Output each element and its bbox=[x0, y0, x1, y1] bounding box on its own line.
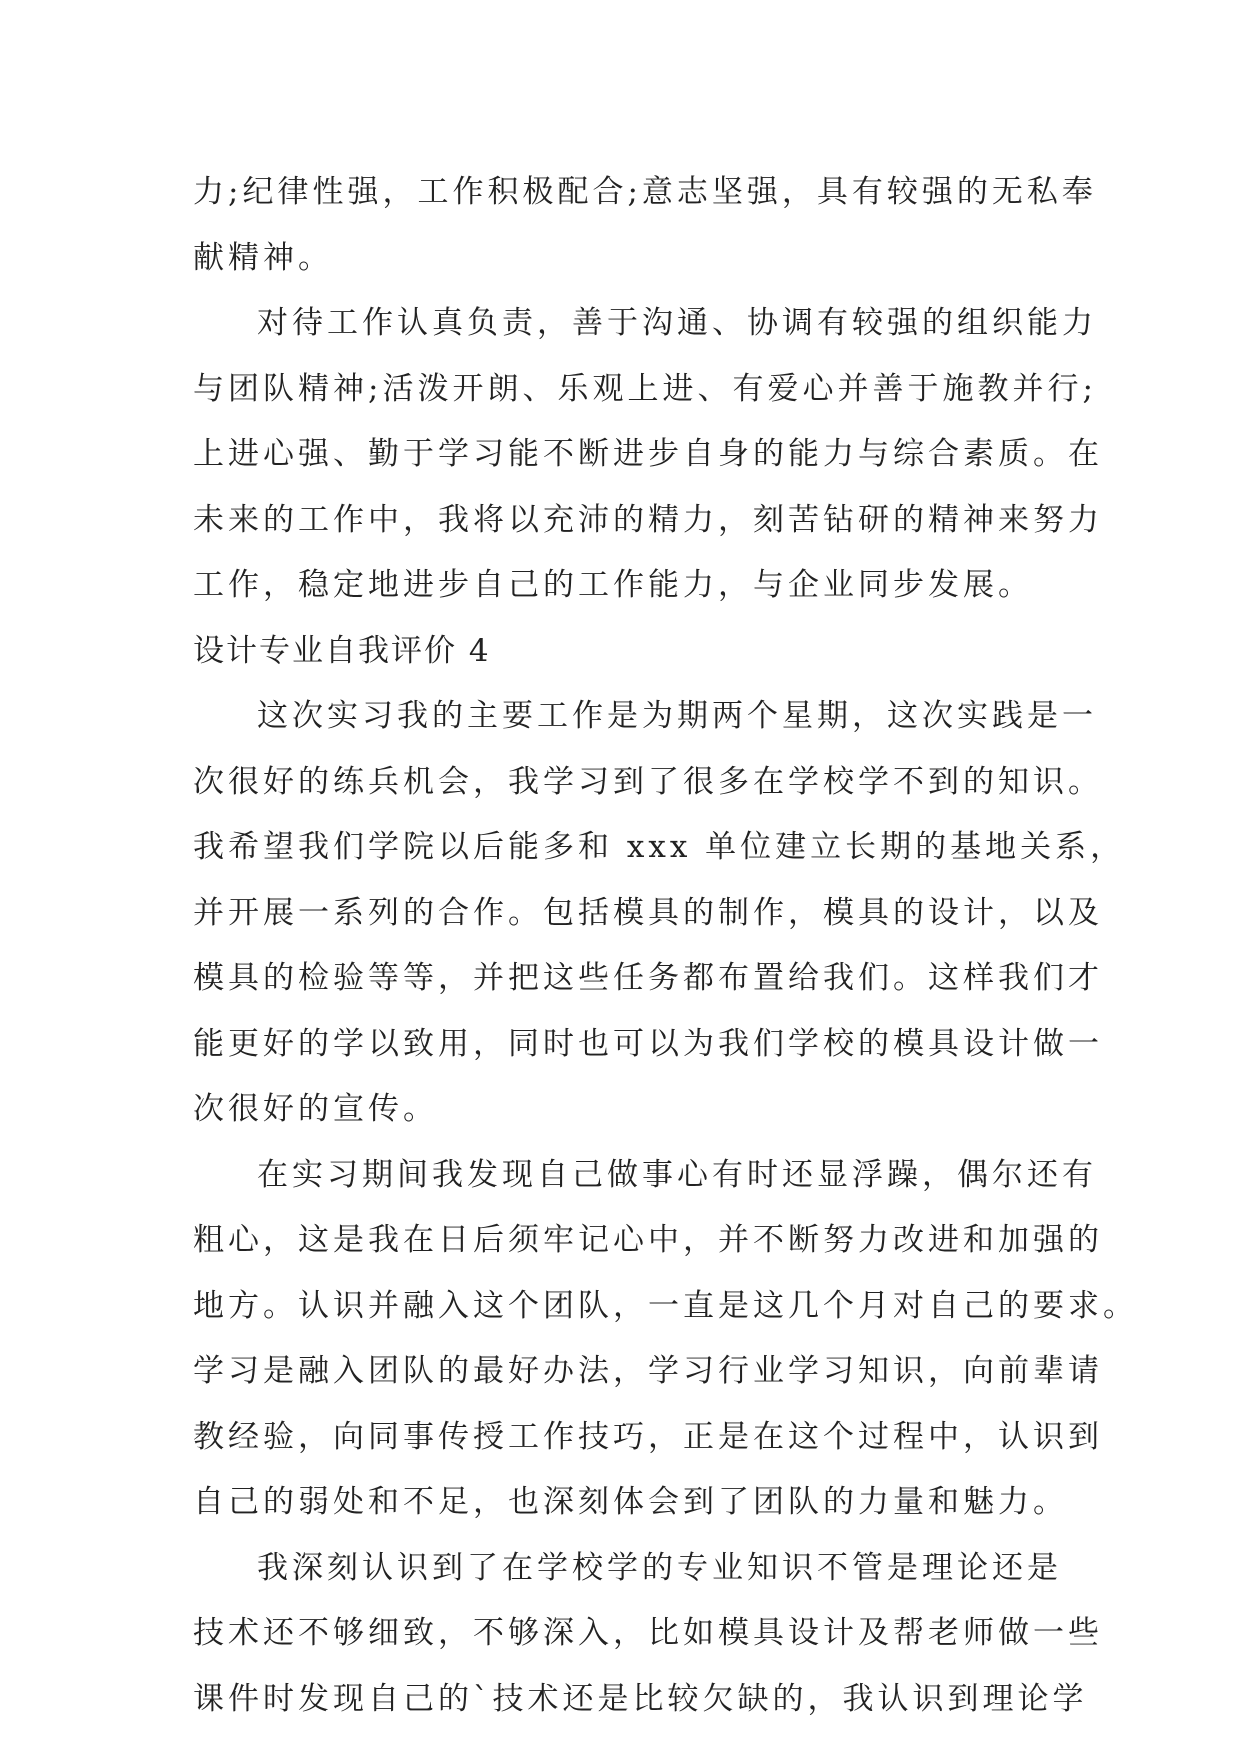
text-line: 学习是融入团队的最好办法，学习行业学习知识，向前辈请 bbox=[193, 1353, 1103, 1389]
paragraph bbox=[193, 291, 1103, 619]
text-line: 地方。认识并融入这个团队，一直是这几个月对自己的要求。 bbox=[193, 1287, 1138, 1324]
text-line: 未来的工作中，我将以充沛的精力，刻苦钻研的精神来努力 bbox=[193, 501, 1103, 538]
text-line: 能更好的学以致用，同时也可以为我们学校的模具设计做一 bbox=[193, 1025, 1103, 1062]
paragraph-continuation bbox=[193, 160, 1097, 291]
paragraph bbox=[193, 684, 1126, 1143]
paragraph bbox=[193, 1536, 1103, 1733]
text-line: 工作，稳定地进步自己的工作能力，与企业同步发展。 bbox=[193, 567, 1033, 603]
paragraph bbox=[193, 1143, 1138, 1536]
document-body bbox=[193, 160, 1138, 1732]
text-line: 力;纪律性强，工作积极配合;意志坚强，具有较强的无私奉 bbox=[193, 174, 1097, 210]
text-line: 次很好的宣传。 bbox=[193, 1091, 438, 1127]
section-heading: 设计专业自我评价 4 bbox=[193, 632, 491, 669]
text-line: 与团队精神;活泼开朗、乐观上进、有爱心并善于施教并行; bbox=[193, 370, 1097, 407]
text-line: 这次实习我的主要工作是为期两个星期，这次实践是一 bbox=[257, 698, 1097, 734]
text-line: 献精神。 bbox=[193, 239, 333, 276]
text-line: 在实习期间我发现自己做事心有时还显浮躁，偶尔还有 bbox=[257, 1156, 1097, 1193]
text-line: 自己的弱处和不足，也深刻体会到了团队的力量和魅力。 bbox=[193, 1484, 1068, 1520]
text-line: 次很好的练兵机会，我学习到了很多在学校学不到的知识。 bbox=[193, 763, 1103, 800]
text-line: 教经验，向同事传授工作技巧，正是在这个过程中，认识到 bbox=[193, 1418, 1103, 1455]
text-line: 上进心强、勤于学习能不断进步自身的能力与综合素质。在 bbox=[193, 436, 1103, 472]
text-line: 我深刻认识到了在学校学的专业知识不管是理论还是 bbox=[257, 1549, 1062, 1586]
text-line: 并开展一系列的合作。包括模具的制作，模具的设计，以及 bbox=[193, 894, 1103, 931]
text-line: 课件时发现自己的`技术还是比较欠缺的，我认识到理论学 bbox=[193, 1680, 1088, 1717]
text-line: 模具的检验等等，并把这些任务都布置给我们。这样我们才 bbox=[193, 960, 1103, 996]
text-line: 我希望我们学院以后能多和 xxx 单位建立长期的基地关系， bbox=[193, 829, 1126, 865]
text-line: 粗心，这是我在日后须牢记心中，并不断努力改进和加强的 bbox=[193, 1222, 1103, 1258]
text-line: 技术还不够细致，不够深入，比如模具设计及帮老师做一些 bbox=[193, 1615, 1103, 1651]
text-line: 对待工作认真负责，善于沟通、协调有较强的组织能力 bbox=[257, 305, 1097, 341]
